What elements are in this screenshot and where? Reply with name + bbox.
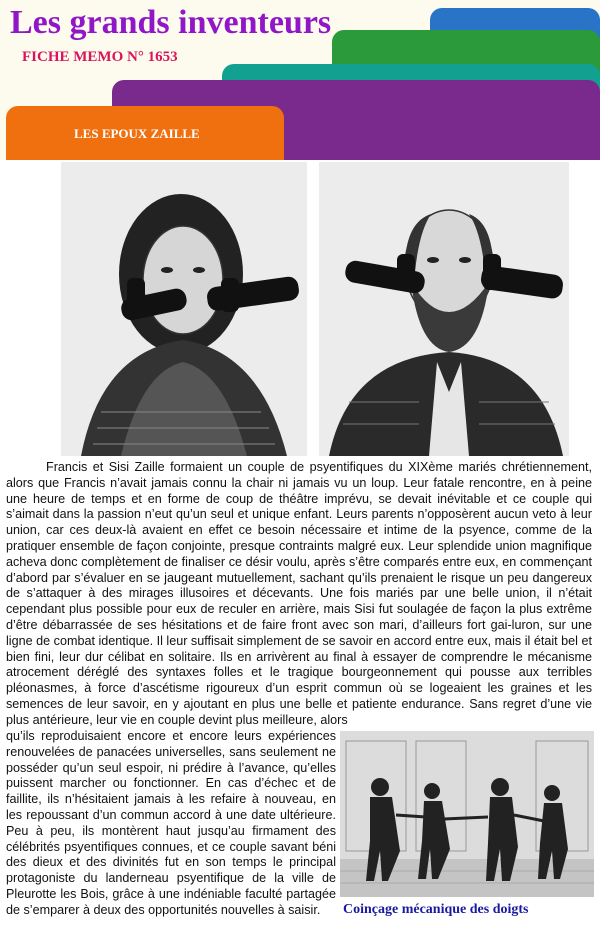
man-engraving-drawing — [319, 162, 569, 456]
article-main-paragraph: Francis et Sisi Zaille formaient un couple de psyentifiques du XIXème mariés chrétiennement, alors que Francis n’avait jamais connu la chair ni jamais vu un loup. Leur fatale rencontre, en à peine une heure de temps et en forme de coup de théâtre imprévu, se devait inévitable et ce couple qui s’aimait dans la passion n’eut qu’un seul et unique enfant. Leurs parents n’opposèrent aucun veto à leur union, car ces deux-là avaient en effet ce besoin nécessaire et intime de la psyence, comme de la pratiquer ensemble de façon conjointe, presque contraints malgré eux. Leur splendide union magnifique acheva donc complètement de finaliser ce désir voulu, après s’être comparés entre eux, en commençant d’abord par s’évaluer en se jaugeant mutuellement, sachant qu’ils prenaient le risque un peu dangereux de s’attaquer à des mirages illusoires et décevants. Une fois mariés par une belle union, il n’était cependant plus possible pour eux de reculer en arrière, mais Sisi fut soulagée de façon la plus extrême d’être débarrassée de ses hésitations et de faire front avec son mari, d’ailleurs fort gai-luron, sur une ligne de combat identique. Il leur suffisait simplement de se savoir en accord entre eux, mais il était bel et bien fini, leur dur célibat en solitaire. Ils en arrivèrent au final à essayer de comprendre le mécanisme atrocement déréglé des syntaxes folles et le tragique bourgeonnement qui pousse aux terribles pléonasmes, à force d’ascétisme rigoureux d’un esprit commun où se logeaient les graines et les semences de leur savoir, en y ajoutant en plus une belle et patiente endurance. Sans regret d’une vie plus antérieure, leur vie en couple devint plus meilleure, alors — [6, 460, 592, 727]
memo-number: FICHE MEMO N° 1653 — [22, 49, 178, 65]
woman-engraving-drawing — [61, 162, 307, 456]
man-telephone-image — [319, 162, 569, 456]
image-caption: Coinçage mécanique des doigts — [343, 902, 529, 917]
finger-pulling-image — [340, 731, 594, 897]
finger-engraving-drawing — [340, 731, 594, 897]
page-title: Les grands inventeurs — [10, 4, 332, 41]
article-subtitle: LES EPOUX ZAILLE — [74, 126, 200, 141]
woman-telephone-image — [61, 162, 307, 456]
header-banner — [0, 0, 600, 160]
article-side-paragraph: qu’ils reproduisaient encore et encore leurs expériences renouvelées de panacées universelles, sans seulement ne posséder qu’un seul espoir, ni prédire à l’avance, qu’elles puissent marcher ou fonctionner. En cas d’échec et de faillite, ils n’hésitaient jamais à les refaire à nouveau, en les repoussant d’un commun accord à une date ultérieure. Peu à peu, ils montèrent haut jusqu’au firmament des célébrités psyentifiques connues, et ce couple savant béni des dieux et des divinités fut en son temps le principal protagoniste du landerneau psyentifique de la ville de Pleurotte les Bois, grâce à une indéniable faculté partagée de s’emparer à deux des opportunités nouvelles à saisir. — [6, 729, 336, 917]
